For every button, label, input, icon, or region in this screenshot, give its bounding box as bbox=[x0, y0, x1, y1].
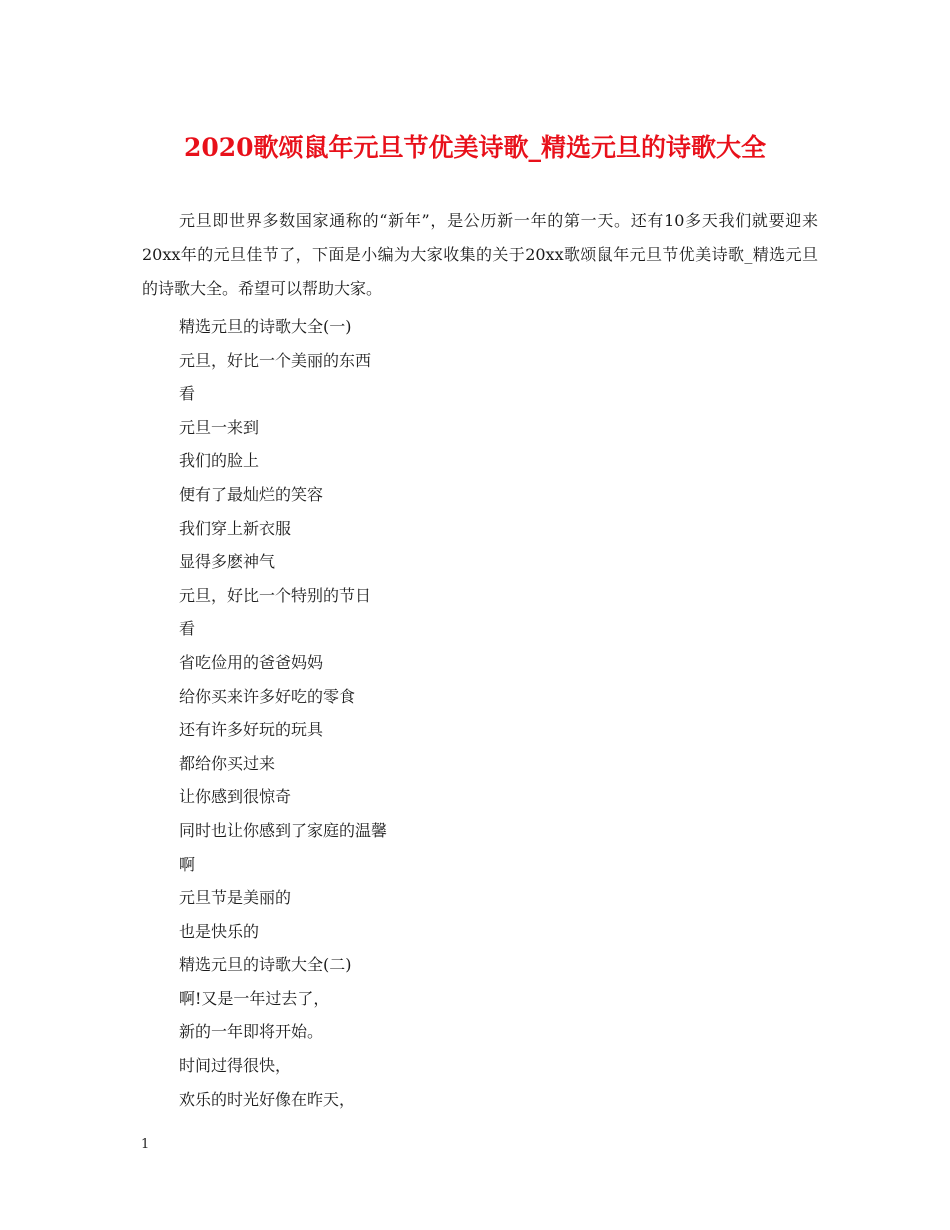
poem-line: 啊!又是一年过去了， bbox=[179, 988, 330, 1008]
poem-lines bbox=[179, 310, 387, 1116]
poem-line: 同时也让你感到了家庭的温馨 bbox=[179, 820, 388, 840]
document-title: 2020歌颂鼠年元旦节优美诗歌_精选元旦的诗歌大全 bbox=[183, 133, 767, 162]
poem-line: 也是快乐的 bbox=[179, 921, 260, 941]
poem-line: 我们穿上新衣服 bbox=[179, 518, 292, 538]
poem-line: 便有了最灿烂的笑容 bbox=[179, 484, 324, 504]
poem-line: 元旦，好比一个美丽的东西 bbox=[179, 350, 372, 370]
poem-line: 省吃俭用的爸爸妈妈 bbox=[179, 652, 324, 672]
poem-line: 啊 bbox=[179, 854, 196, 874]
intro-paragraph: 元旦即世界多数国家通称的“新年”，是公历新一年的第一天。还有10多天我们就要迎来20xx年的元旦佳节了，下面是小编为大家收集的关于20xx歌颂鼠年元旦节优美诗歌_精选元旦的诗歌大全。希望可以帮助大家。 bbox=[142, 211, 818, 298]
page-number: 1 bbox=[141, 1137, 150, 1152]
poem-line: 欢乐的时光好像在昨天， bbox=[179, 1089, 356, 1109]
poem-line: 精选元旦的诗歌大全(一) bbox=[179, 317, 352, 336]
poem-line: 都给你买过来 bbox=[179, 753, 276, 773]
poem-line: 元旦节是美丽的 bbox=[179, 888, 292, 908]
poem-line: 给你买来许多好吃的零食 bbox=[179, 686, 356, 706]
poem-line: 元旦一来到 bbox=[179, 417, 260, 437]
poem-line: 我们的脸上 bbox=[179, 451, 260, 471]
poem-line: 时间过得很快， bbox=[179, 1056, 292, 1076]
poem-line: 元旦，好比一个特别的节日 bbox=[179, 585, 372, 605]
poem-line: 新的一年即将开始。 bbox=[179, 1022, 324, 1042]
poem-line: 还有许多好玩的玩具 bbox=[179, 720, 324, 740]
poem-line: 看 bbox=[179, 384, 196, 404]
poem-line: 精选元旦的诗歌大全(二) bbox=[179, 955, 352, 975]
poem-line: 看 bbox=[179, 619, 196, 639]
poem-line: 让你感到很惊奇 bbox=[179, 787, 292, 807]
poem-line: 显得多麽神气 bbox=[179, 552, 276, 572]
